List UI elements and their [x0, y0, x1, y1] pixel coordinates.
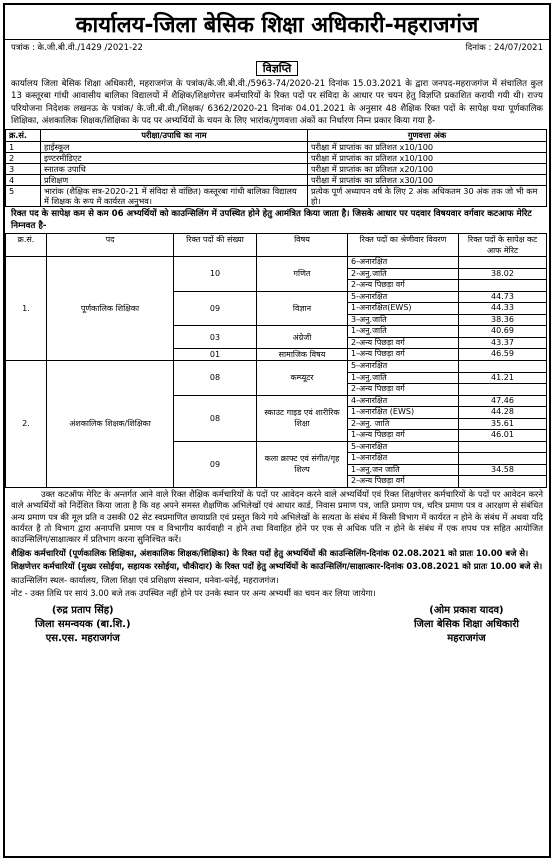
merit-cell-sn: 2: [6, 153, 41, 164]
cutoff-table-row: [6, 257, 547, 292]
cutoff-merit-value: 47.46: [459, 396, 546, 407]
cutoff-merit-value: 41.21: [459, 372, 546, 384]
cutoff-cell-post: पूर्णकालिक शिक्षिका: [47, 257, 174, 361]
cutoff-header-post: पद: [47, 234, 174, 257]
category-line: 4-अनारक्षित: [348, 396, 458, 407]
cutoff-header-count: रिक्त पदों की संख्या: [174, 234, 257, 257]
merit-cell-sn: 3: [6, 164, 41, 175]
cutoff-cell-post: अंशकालिक शिक्षक/शिक्षिका: [47, 361, 174, 488]
right-signatory-designation: जिला बेसिक शिक्षा अधिकारी: [413, 619, 519, 631]
cutoff-cell-categories: [348, 441, 459, 487]
cutoff-cell-count: 09: [174, 291, 257, 326]
cutoff-header-sn: क्र.सं.: [6, 234, 47, 257]
merit-cell-sn: 1: [6, 142, 41, 153]
cutoff-cell-categories: [348, 291, 459, 326]
intro-paragraph: कार्यालय जिला बेसिक शिक्षा अधिकारी, महराजगंज के पत्रांक/के.जी.बी.वी./5963-74/2020-21 दिनांक 15.03.2021 के द्वारा जनपद-महराजगंज में संचालित कुल 13 कस्तूरबा गांधी आवासीय बालिका विद्यालयों में शैक्षिक/शिक्षणेत्तर कर्मचारियों के रिक्त पदों पर संविदा के आधार पर चयन हेतु विज्ञप्ति प्रकाशित करायी गयी थी। राज्य परियोजना निदेशक लखनऊ के पत्रांक/ के.जी.बी.वी./शिक्षक/ 6362/2020-21 दिनांक 04.01.2021 के अनुसार 48 शैक्षिक रिक्त पदों के सापेक्ष यथा पूर्णकालिक शिक्षिका, अंशकालिक शिक्षक/शिक्षिका के पद पर अभ्यर्थियों के चयन के लिए भारांक/गुणवत्ता अंकों का निर्धारण निम्न प्रकार किया गया है-: [11, 79, 543, 126]
category-line: 1-अनु.जन जाति: [348, 464, 458, 476]
merit-cell-marks: परीक्षा में प्राप्तांक का प्रतिशत x10/100: [308, 142, 547, 153]
cutoff-cell-count: 08: [174, 361, 257, 396]
cutoff-merit-value: [459, 280, 546, 291]
cutoff-cell-sn: 1.: [6, 257, 47, 361]
counselling-venue: काउन्सिलिंग स्थल- कार्यालय, जिला शिक्षा एवं प्रशिक्षण संस्थान, धनेवा-धनेई, महराजगंज।: [11, 574, 279, 585]
category-line: 2-अन्य पिछड़ा वर्ग: [351, 384, 405, 394]
notice-heading-label: विज्ञप्ति: [256, 61, 299, 76]
category-line: 2-अन्य पिछड़ा वर्ग: [351, 337, 405, 347]
cutoff-cell-merits: [459, 291, 547, 326]
cutoff-merit-value: 38.02: [459, 268, 546, 280]
category-line: 6-अनारक्षित: [348, 257, 458, 268]
merit-table-row: [6, 186, 547, 207]
merit-cell-exam: इण्टरमीडिएट: [41, 153, 308, 164]
category-line: 2-अनु.जाति: [348, 268, 458, 280]
cutoff-merit-value: [459, 384, 546, 395]
cutoff-merit-value: [459, 361, 546, 372]
cutoff-cell-subject: सामाजिक विषय: [257, 349, 348, 361]
notice-page: [3, 3, 551, 858]
cutoff-table-row: [6, 361, 547, 396]
cutoff-merit-value: [459, 476, 546, 487]
cutoff-cell-subject: अंग्रेजी: [257, 326, 348, 349]
cutoff-table-header: [6, 234, 547, 257]
merit-cell-exam: भारांक (शैक्षिक सत्र-2020-21 में संविदा से वांछित) कस्तूरबा गांधी बालिका विद्यालय में शिक्षक के रूप में कार्यरत अनुभव।: [41, 186, 308, 207]
notice-heading: [5, 57, 549, 76]
counselling-notice: रिक्त पद के सापेक्ष कम से कम 06 अभ्यर्थियों को काउन्सिलिंग में उपस्थित होने हेतु आमंत्रित किया जाता है। जिसके आधार पर पदवार विषयवार वर्गवार कटआफ मेरिट निम्नवत है-: [11, 209, 532, 232]
merit-cell-marks: प्रत्येक पूर्ण अध्यापन वर्ष के लिए 2 अंक अधिकतम 30 अंक तक जो भी कम हो।: [308, 186, 547, 207]
right-signature: [414, 604, 519, 646]
page-title: कार्यालय-जिला बेसिक शिक्षा अधिकारी-महराजगंज: [5, 5, 549, 40]
merit-cell-sn: 4: [6, 175, 41, 186]
category-line: 2-अन्य पिछड़ा वर्ग: [351, 476, 405, 486]
merit-cell-sn: 5: [6, 186, 41, 207]
category-line: 5-अनारक्षित: [348, 442, 458, 453]
cutoff-merit-value: [459, 442, 546, 453]
merit-header-sn: क्र.सं.: [6, 130, 41, 142]
cutoff-cell-merits: [459, 257, 547, 292]
cutoff-cell-categories: [348, 326, 459, 349]
merit-header-marks: गुणवत्ता अंक: [308, 130, 547, 142]
merit-table-row: [6, 175, 547, 186]
cutoff-merit-value: 44.33: [459, 303, 546, 315]
category-line: 1-अनारक्षित: [348, 453, 458, 465]
cutoff-merit-value: 44.28: [459, 407, 546, 419]
cutoff-header-category: रिक्त पदों का श्रेणीवार विवरण: [348, 234, 459, 257]
cutoff-table: [5, 233, 547, 488]
cutoff-cell-merits: [459, 361, 547, 396]
non-academic-counselling-date: शिक्षणेत्तर कर्मचारियों (मुख्य रसोईया, सहायक रसोईया, चौकीदार) के रिक्त पदों हेतु अभ्यर्थियों के काउन्सिलिंग/साक्षात्कार-दिनांक 03.08.2021 को प्रातः 10.00 बजे से।: [11, 561, 543, 572]
right-signatory-name: (ओम प्रकाश यादव): [429, 605, 504, 617]
letter-date: दिनांक : 24/07/2021: [465, 43, 543, 53]
merit-cell-exam: प्रशिक्षण: [41, 175, 308, 186]
merit-table-row: [6, 164, 547, 175]
category-line: 5-अनारक्षित: [348, 292, 458, 303]
cutoff-cell-count: 01: [174, 349, 257, 361]
cutoff-merit-value: 35.61: [459, 418, 546, 430]
cutoff-merit-value: 43.37: [491, 337, 514, 347]
cutoff-cell-subject: विज्ञान: [257, 291, 348, 326]
cutoff-cell-subject: गणित: [257, 257, 348, 292]
reference-line: [5, 40, 549, 54]
cutoff-merit-value: [459, 453, 546, 465]
cutoff-merit-value: 40.69: [459, 326, 546, 337]
cutoff-cell-categories: [348, 349, 459, 361]
category-line: 2-अनु. जाति: [348, 418, 458, 430]
merit-cell-marks: परीक्षा में प्राप्तांक का प्रतिशत x20/100: [308, 164, 547, 175]
merit-header-exam: परीक्षा/उपाधि का नाम: [41, 130, 308, 142]
letter-number: पत्रांक : के.जी.बी.वी./1429 /2021-22: [11, 43, 143, 53]
cutoff-cell-sn: 2.: [6, 361, 47, 488]
cutoff-cell-categories: [348, 361, 459, 396]
cutoff-merit-value: 44.73: [459, 292, 546, 303]
merit-table-row: [6, 142, 547, 153]
category-line: 1-अनारक्षित(EWS): [348, 303, 458, 315]
cutoff-cell-subject: कला क्राफ्ट एवं संगीत/गृह शिल्प: [257, 441, 348, 487]
merit-cell-marks: परीक्षा में प्राप्तांक का प्रतिशत x10/100: [308, 153, 547, 164]
cutoff-merit-value: 34.58: [459, 464, 546, 476]
academic-counselling-date: शैक्षिक कर्मचारियों (पूर्णकालिक शिक्षिका, अंशकालिक शिक्षक/शिक्षिका) के रिक्त पदों हेतु अभ्यर्थियों की काउन्सिलिंग-दिनांक 02.08.2021 को प्रातः 10.00 बजे से।: [11, 547, 529, 558]
category-line: 1-अनु.जाति: [348, 372, 458, 384]
cutoff-cell-count: 03: [174, 326, 257, 349]
category-line: 2-अन्य पिछड़ा वर्ग: [351, 280, 405, 290]
left-signatory-name: (रुद्र प्रताप सिंह): [51, 605, 114, 617]
cutoff-header-subject: विषय: [257, 234, 348, 257]
cutoff-merit-value: 46.01: [491, 430, 514, 440]
cutoff-merit-value: 38.36: [491, 314, 514, 324]
merit-cell-exam: स्नातक उपाधि: [41, 164, 308, 175]
cutoff-cell-merits: [459, 349, 547, 361]
left-signatory-designation: जिला समन्वयक (बा.शि.): [35, 619, 131, 631]
category-line: 5-अनारक्षित: [348, 361, 458, 372]
category-line: 1-अन्य पिछड़ा वर्ग: [351, 349, 405, 359]
cutoff-table-body: [6, 257, 547, 488]
merit-table-body: [6, 142, 547, 207]
cutoff-header-merit: रिक्त पदों के सापेक्ष कट आफ मेरिट: [459, 234, 547, 257]
left-signature: [35, 604, 131, 646]
merit-table: [5, 129, 547, 207]
cutoff-cell-subject: कम्प्यूटर: [257, 361, 348, 396]
merit-table-row: [6, 153, 547, 164]
instructions-paragraph: उक्त कटऑफ मेरिट के अन्तर्गत आने वाले रिक्त शैक्षिक कर्मचारियों के पदों पर आवेदन करने वाले अभ्यर्थियों एवं रिक्त शिक्षणेत्तर कर्मचारियों के पदों पर आवेदन करने वाले अभ्यर्थियों को निर्देशित किया जाता है कि वह अपने समस्त शैक्षणिक अभिलेखों एवं आधार कार्ड, निवास प्रमाण पत्र, जाति प्रमाण पत्र, चरित्र प्रमाण पत्र व आरक्षण से संबंधित अन्य प्रमाण पत्र की मूल प्रति व उसकी 02 सेट स्वप्रमाणित छायाप्रति एवं प्रस्तुत किये गये अभिलेखों के सत्यता के संबंध में किसी विभाग में कार्यरत न होने के संबंध में अथवा यदि कार्यरत है तो विभाग द्वारा अनापत्ति प्रमाण पत्र व विभागीय कार्यवाही न होने तथा विवाहित होने पर एक से अधिक पति न होने के संबंध में एक शपथ पत्र सहित आयोजित काउन्सिलिंग/साक्षात्कार में प्रतिभाग करना सुनिश्चित करें।: [11, 488, 543, 545]
merit-cell-exam: हाईस्कूल: [41, 142, 308, 153]
left-signatory-office: एस.एस. महराजगंज: [45, 633, 120, 645]
signature-block: [5, 600, 549, 646]
cutoff-cell-count: 08: [174, 395, 257, 441]
merit-table-header: [6, 130, 547, 142]
cutoff-cell-subject: स्काउट गाइड एवं शारीरिक शिक्षा: [257, 395, 348, 441]
cutoff-cell-categories: [348, 257, 459, 292]
cutoff-cell-categories: [348, 395, 459, 441]
cutoff-cell-count: 09: [174, 441, 257, 487]
cutoff-cell-merits: [459, 441, 547, 487]
cutoff-merit-value: 46.59: [491, 349, 514, 359]
merit-cell-marks: परीक्षा में प्राप्तांक का प्रतिशत x30/100: [308, 175, 547, 186]
cutoff-cell-merits: [459, 395, 547, 441]
category-line: 1-अनारक्षित (EWS): [348, 407, 458, 419]
cutoff-cell-count: 10: [174, 257, 257, 292]
cutoff-merit-value: [459, 257, 546, 268]
category-line: 1-अनु.जाति: [348, 326, 458, 337]
category-line: 1-अन्य पिछड़ा वर्ग: [351, 430, 405, 440]
right-signatory-office: महराजगंज: [447, 633, 486, 645]
note-line: नोट - उक्त तिथि पर सायं 3.00 बजे तक उपस्थित नहीं होने पर उनके स्थान पर अन्य अभ्यर्थी का चयन कर लिया जायेगा।: [11, 587, 376, 598]
cutoff-cell-merits: [459, 326, 547, 349]
category-line: 3-अनु.जाति: [351, 314, 387, 324]
